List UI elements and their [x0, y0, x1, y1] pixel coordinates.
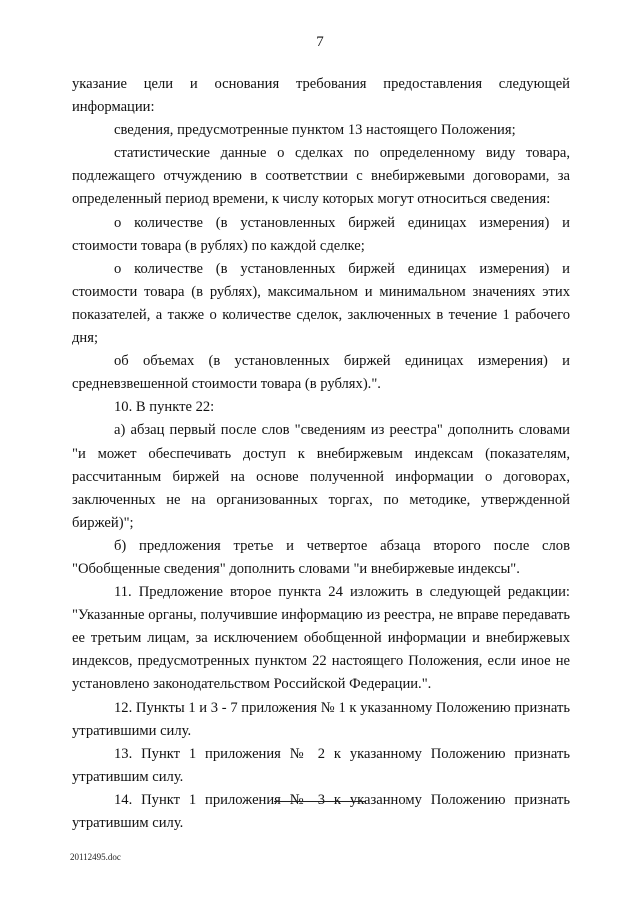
- paragraph: об объемах (в установленных биржей единицах измерения) и средневзвешенной стоимости товара (в рублях).".: [72, 353, 570, 393]
- paragraph: б) предложения третье и четвертое абзаца второго после слов "Обобщенные сведения" дополнить словами "и внебиржевые индексы".: [72, 537, 570, 577]
- paragraph: 14. Пункт 1 приложения № 3 к указанному Положению признать утратившим силу.: [72, 791, 570, 831]
- paragraph: сведения, предусмотренные пунктом 13 настоящего Положения;: [114, 122, 516, 139]
- paragraph: 13. Пункт 1 приложения № 2 к указанному Положению признать утратившим силу.: [72, 745, 570, 785]
- paragraph: статистические данные о сделках по определенному виду товара, подлежащего отчуждению в соответствии с внебиржевыми договорами, за определенный период времени, к числу которых могут относиться сведения:: [72, 145, 570, 208]
- paragraph: указание цели и основания требования предоставления следующей информации:: [72, 76, 570, 116]
- paragraph: 11. Предложение второе пункта 24 изложить в следующей редакции: "Указанные органы, получившие информацию из реестра, не вправе передавать ее третьим лицам, за исключением обобщенной информации и внебиржевых индексов, предусмотренных пунктом 22 настоящего Положения, если иное не установлено законодательством Российской Федерации.".: [72, 584, 570, 693]
- paragraph: о количестве (в установленных биржей единицах измерения) и стоимости товара (в рублях) по каждой сделке;: [72, 214, 570, 254]
- separator-line: [274, 801, 366, 802]
- paragraph: 12. Пункты 1 и 3 - 7 приложения № 1 к указанному Положению признать утратившими силу.: [72, 699, 570, 739]
- page-number: 7: [316, 34, 324, 50]
- footer-file-code: 20112495.doc: [70, 852, 121, 862]
- document-body: [72, 73, 570, 835]
- paragraph: 10. В пункте 22:: [114, 399, 215, 416]
- paragraph: о количестве (в установленных биржей единицах измерения) и стоимости товара (в рублях), максимальном и минимальном значениях этих показателей, а также о количестве сделок, заключенных в течение 1 рабочего дня;: [72, 260, 570, 347]
- paragraph: а) абзац первый после слов "сведениям из реестра" дополнить словами "и может обеспечивать доступ к внебиржевым индексам (показателям, рассчитанным биржей на основе полученной информации о договорах, заключенных не на организованных торгах, по методике, утвержденной биржей)";: [72, 422, 570, 531]
